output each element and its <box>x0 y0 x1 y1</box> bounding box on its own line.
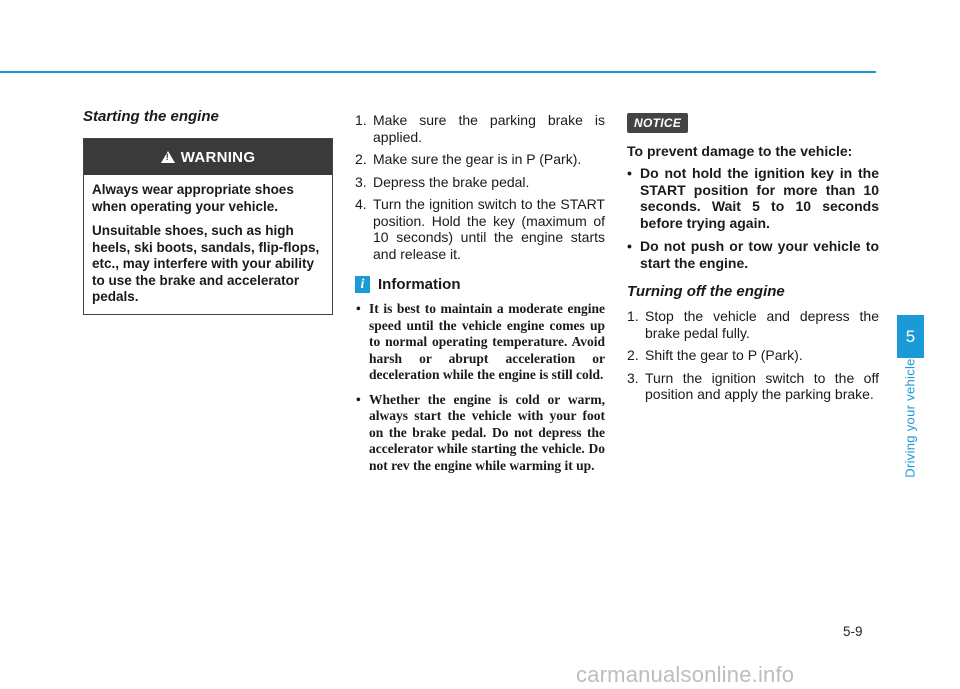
warning-header <box>84 139 332 175</box>
watermark: carmanualsonline.info <box>576 662 795 687</box>
subsection-title: Turning off the engine <box>627 283 785 300</box>
notice-list <box>627 165 879 271</box>
list-item: 2. Make sure the gear is in P (Park). <box>355 151 582 167</box>
list-item: • Do not hold the ignition key in the START position for more than 10 seconds. Wait 5 to 10 seconds before trying again. <box>627 165 879 231</box>
notice-badge: NOTICE <box>627 113 688 133</box>
list-item: • Whether the engine is cold or warm, always start the vehicle with your foot on the brake pedal. Do not depress the accelerator while starting the vehicle. Do not rev the engine while warming it up. <box>356 391 605 473</box>
info-icon: i <box>355 276 370 293</box>
list-item: 3. Depress the brake pedal. <box>355 173 530 190</box>
list-item: 1. Make sure the parking brake is applied. <box>355 112 605 145</box>
page-number: 5-9 <box>843 624 863 639</box>
list-item: • Do not push or tow your vehicle to start the engine. <box>627 238 879 271</box>
chapter-title: Driving your vehicle <box>902 358 918 478</box>
header-rule <box>0 71 876 73</box>
start-steps-list <box>355 112 605 262</box>
warning-label: WARNING <box>180 148 256 166</box>
information-list <box>355 301 605 474</box>
warning-paragraph: Unsuitable shoes, such as high heels, ski boots, sandals, flip-flops, etc., may interfere with your ability to use the brake and accelerator pedals. <box>92 223 320 304</box>
warning-box <box>83 138 333 315</box>
warning-triangle-icon <box>161 151 175 163</box>
chapter-number-tab: 5 <box>897 315 924 358</box>
warning-body <box>84 175 332 314</box>
list-item: • It is best to maintain a moderate engine speed until the vehicle engine comes up to normal operating temperature. Avoid harsh or abrupt acceleration or deceleration while the engine is still cold. <box>356 301 605 382</box>
middle-column <box>355 112 605 482</box>
list-item: 1. Stop the vehicle and depress the brake pedal fully. <box>627 308 879 341</box>
warning-paragraph: Always wear appropriate shoes when operating your vehicle. <box>92 182 294 214</box>
list-item: 4. Turn the ignition switch to the START position. Hold the key (maximum of 10 seconds) until the engine starts and release it. <box>355 196 605 262</box>
notice-title: To prevent damage to the vehicle: <box>627 143 853 159</box>
list-item: 2. Shift the gear to P (Park). <box>627 347 803 363</box>
information-header <box>355 276 605 293</box>
information-title: Information <box>378 276 461 293</box>
list-item: 3. Turn the ignition switch to the off position and apply the parking brake. <box>627 369 879 402</box>
section-title: Starting the engine <box>83 108 219 125</box>
right-column <box>627 113 879 409</box>
stop-steps-list <box>627 308 879 403</box>
left-column <box>83 108 333 315</box>
